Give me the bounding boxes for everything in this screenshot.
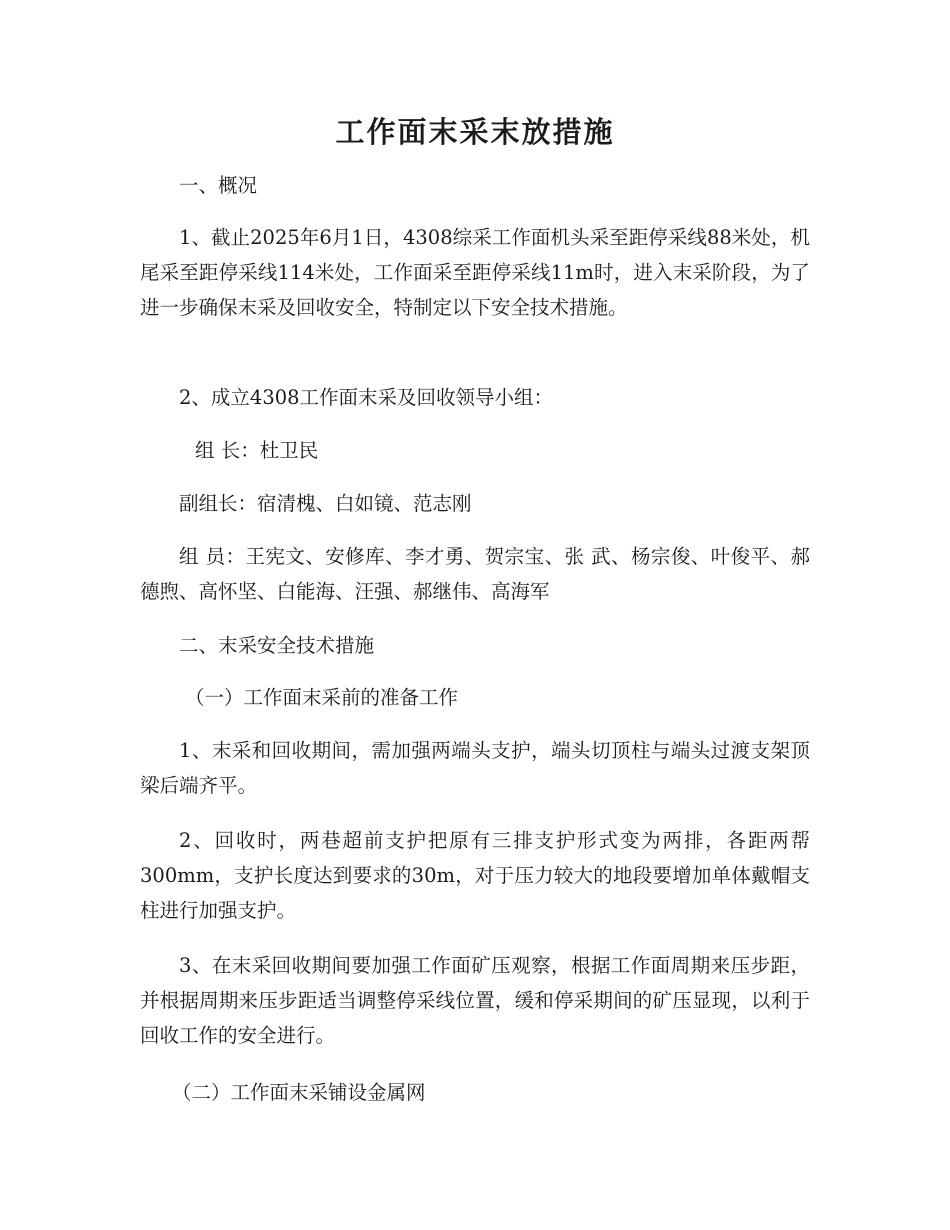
section-heading-overview: 一、概况 [179,174,258,197]
paragraph-preparation-3: 3、在末采回收期间要加强工作面矿压观察，根据工作面周期来压步距，并根据周期来压步距适当调整停采线位置，缓和停采期间的矿压显现，以利于回收工作的安全进行。 [140,954,810,1047]
group-members-line: 组 员：王宪文、安修库、李才勇、贺宗宝、张 武、杨宗俊、叶俊平、郝德煦、高怀坚、白能海、汪强、郝继伟、高海军 [140,545,810,603]
paragraph-preparation-1: 1、末采和回收期间，需加强两端头支护，端头切顶柱与端头过渡支架顶梁后端齐平。 [140,739,810,797]
section-heading-safety: 二、末采安全技术措施 [179,634,375,657]
paragraph-preparation-2: 2、回收时，两巷超前支护把原有三排支护形式变为两排，各距两帮300mm，支护长度达到要求的30m，对于压力较大的地段要增加单体戴帽支柱进行加强支护。 [140,829,810,922]
document-title: 工作面末采末放措施 [335,115,615,149]
deputy-leader-line: 副组长：宿清槐、白如镜、范志刚 [179,492,472,515]
subsection-heading-preparation: （一）工作面末采前的准备工作 [185,686,459,709]
paragraph-overview-1: 1、截止2025年6月1日，4308综采工作面机头采至距停采线88米处，机尾采至距停采线114米处，工作面采至距停采线11m时，进入末采阶段，为了进一步确保末采及回收安全，特制定以下安全技术措施。 [140,226,810,319]
paragraph-overview-2: 2、成立4308工作面末采及回收领导小组： [179,386,554,409]
subsection-heading-metal-mesh: （二）工作面末采铺设金属网 [172,1081,426,1104]
group-leader-line: 组 长：杜卫民 [195,439,319,462]
